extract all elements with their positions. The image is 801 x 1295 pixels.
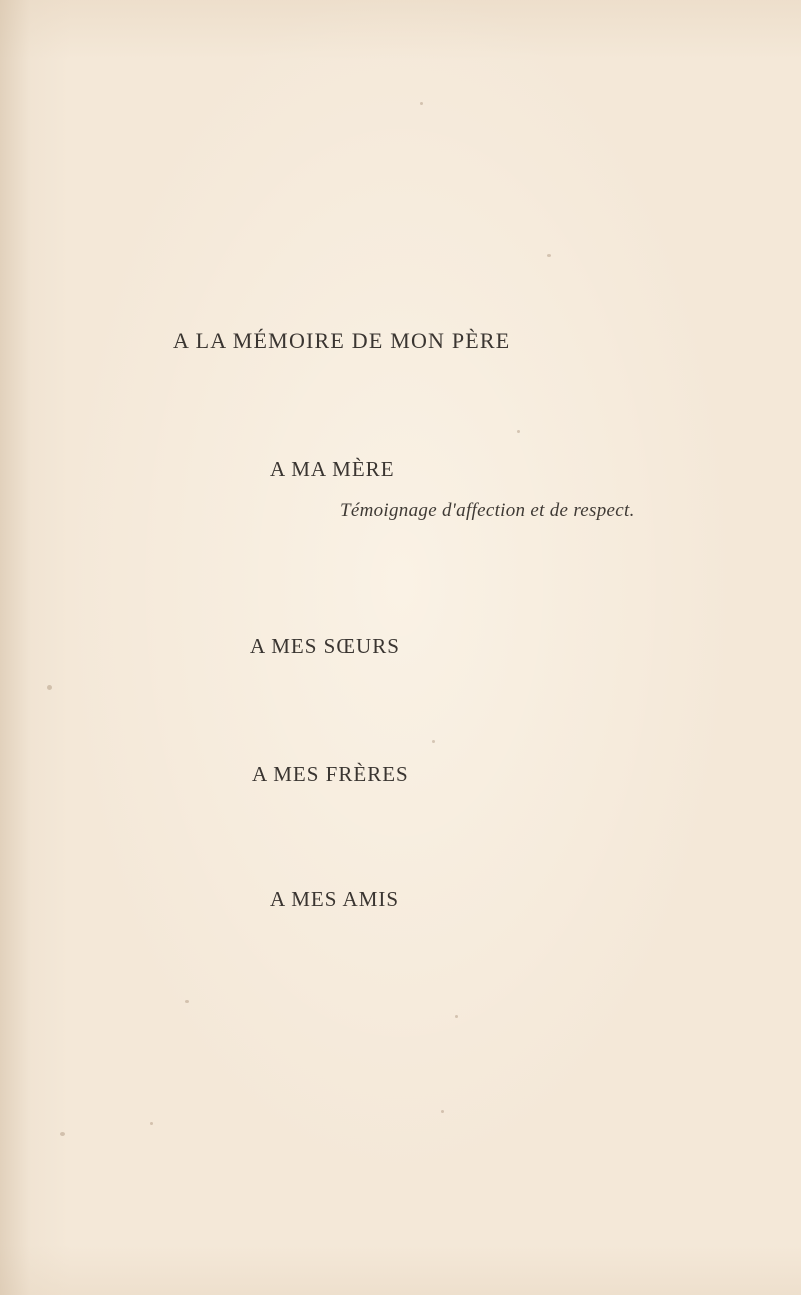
foxing-spot <box>441 1110 444 1113</box>
dedication-father: A LA MÉMOIRE DE MON PÈRE <box>173 328 511 353</box>
foxing-spot <box>420 102 423 105</box>
dedication-sisters: A MES SŒURS <box>250 634 400 658</box>
foxing-spot <box>455 1015 458 1018</box>
foxing-spot <box>432 740 435 743</box>
dedication-friends: A MES AMIS <box>270 887 400 911</box>
dedication-brothers: A MES FRÈRES <box>252 762 409 786</box>
foxing-spot <box>60 1132 65 1136</box>
foxing-spot <box>150 1122 153 1125</box>
dedication-mother: A MA MÈRE <box>270 457 395 481</box>
foxing-spot <box>185 1000 189 1003</box>
foxing-spot <box>517 430 520 433</box>
foxing-spot <box>547 254 551 257</box>
tribute-line: Témoignage d'affection et de respect. <box>340 500 635 521</box>
foxing-spot <box>47 685 52 690</box>
